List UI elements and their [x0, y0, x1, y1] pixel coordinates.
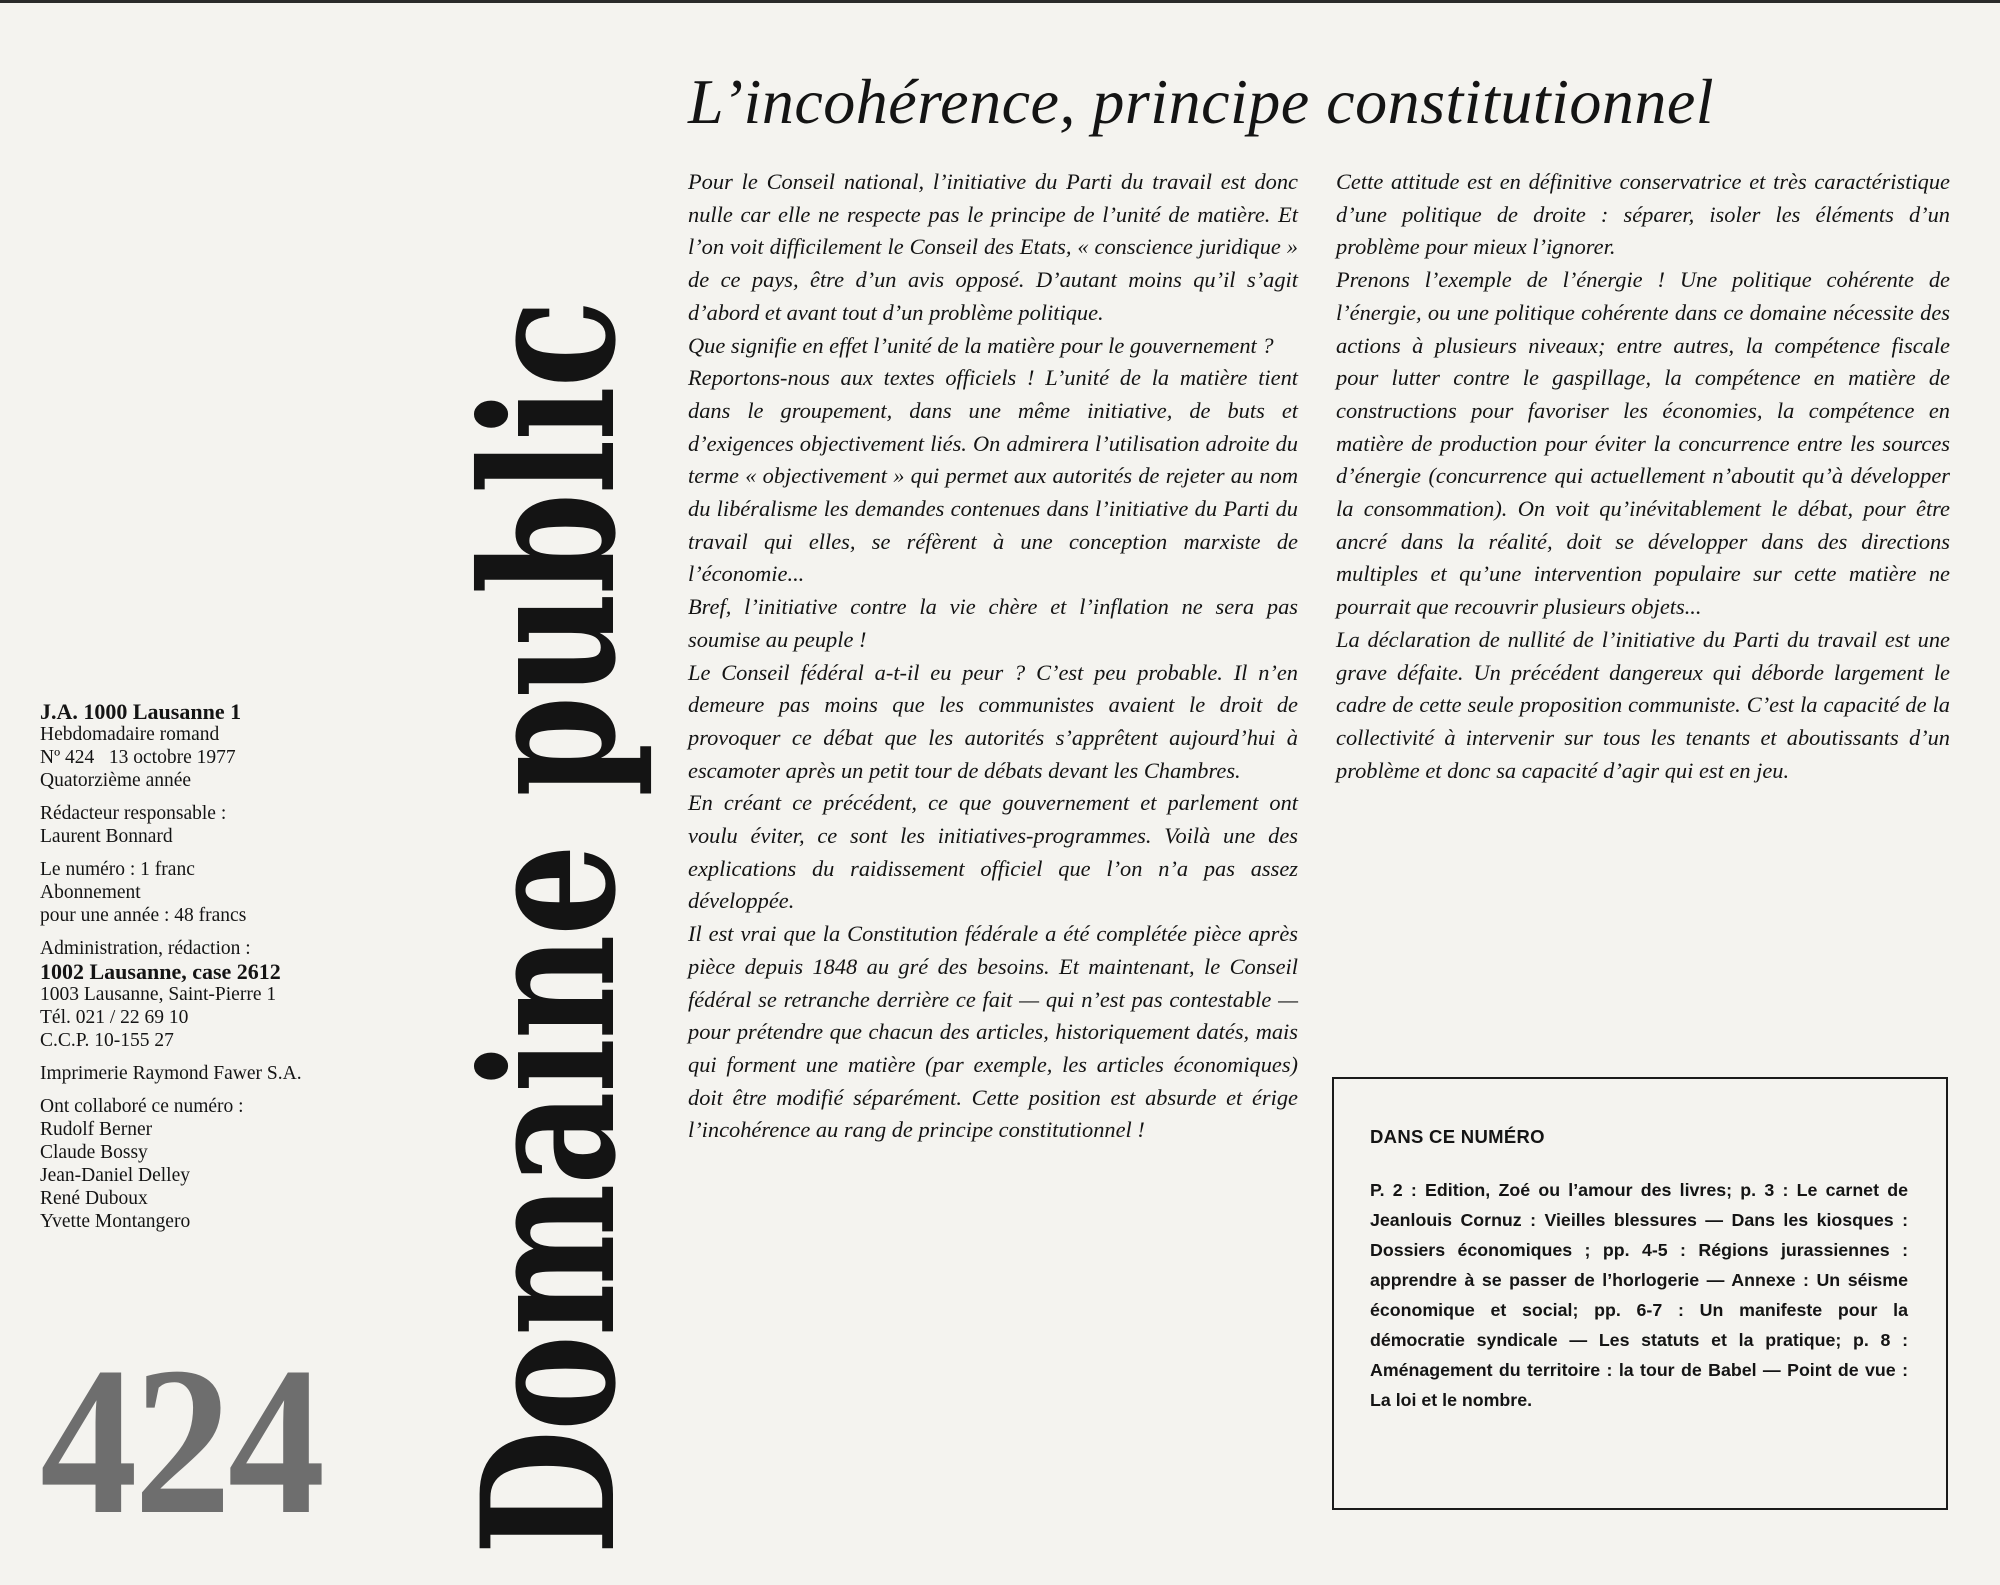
info-line: Abonnement — [40, 882, 141, 903]
issue-number: 424 — [40, 1323, 322, 1558]
phone-line: Tél. 021 / 22 69 10 — [40, 1007, 189, 1028]
info-line: pour une année : 48 francs — [40, 905, 247, 926]
paragraph: Reportons-nous aux textes officiels ! L’unité de la matière tient dans le groupement, dans une même initiative, de buts et d’exigences objectivement liés. On admirera l’utilisation adroite du terme « objectivement » qui permet aux autorités de rejeter au nom du libéralisme les demandes contenues dans l’initiative du Parti du travail qui elles, se réfèrent à une conception marxiste de l’économie... — [688, 365, 1298, 587]
paragraph: Le Conseil fédéral a-t-il eu peur ? C’est peu probable. Il n’en demeure pas moins que les communistes avaient le droit de provoquer ce débat que les autorités s’apprêtent aujourd’hui à escamoter après un petit tour de débats devant les Chambres. — [688, 659, 1298, 783]
info-line: Hebdomadaire romand — [40, 724, 220, 745]
postal-code-line: J.A. 1000 Lausanne 1 — [40, 699, 242, 724]
paragraph: En créant ce précédent, ce que gouvernement et parlement ont voulu éviter, ce sont les initiatives-programmes. Voilà une des explications du raidissement officiel que l’on n’a pas assez développée. — [688, 790, 1298, 914]
address-line: 1002 Lausanne, case 2612 — [40, 959, 281, 984]
info-line: Le numéro : 1 franc — [40, 859, 195, 880]
paragraph: Pour le Conseil national, l’initiative du Parti du travail est donc nulle car elle ne respecte pas le principe de l’unité de matière. Et l’on voit difficilement le Conseil des Etats, « conscience juridique » de ce pays, être d’un avis opposé. D’autant moins qu’il s’agit d’abord et avant tout d’un problème politique. — [688, 169, 1298, 325]
contributor: Claude Bossy — [40, 1142, 148, 1163]
article-column-1 — [688, 166, 1298, 1147]
masthead-text: Domaine public — [442, 301, 657, 1555]
account-line: C.C.P. 10-155 27 — [40, 1030, 174, 1051]
contents-box-body: P. 2 : Edition, Zoé ou l’amour des livres; p. 3 : Le carnet de Jeanlouis Cornuz : Vieilles blessures — Dans les kiosques : Dossiers économiques ; pp. 4-5 : Régions jurassiennes : apprendre à se passer de l’horlogerie — Annexe : Un séisme économique et social; pp. 6-7 : Un manifeste pour la démocratie syndicale — Les statuts et la pratique; p. 8 : Aménagement du territoire : la tour de Babel — Point de vue : La loi et le nombre. — [1370, 1180, 1908, 1410]
info-line: 1003 Lausanne, Saint-Pierre 1 — [40, 984, 277, 1005]
article-headline: L’incohérence, principe constitutionnel — [688, 66, 1715, 137]
contributor: Yvette Montangero — [40, 1211, 191, 1232]
editor-name: Laurent Bonnard — [40, 826, 173, 847]
top-rule — [0, 0, 2000, 3]
issue-date-line: Nº 424 13 octobre 1977 — [40, 747, 236, 768]
info-line: Rédacteur responsable : — [40, 803, 227, 824]
paragraph: Que signifie en effet l’unité de la matière pour le gouvernement ? — [688, 332, 1274, 358]
paragraph: Bref, l’initiative contre la vie chère et l’inflation ne sera pas soumise au peuple ! — [688, 594, 1298, 652]
paragraph: Prenons l’exemple de l’énergie ! Une politique cohérente de l’énergie, ou une politique cohérente dans ce domaine nécessite des actions à plusieurs niveaux; entre autres, la compétence fiscale pour lutter contre le gaspillage, la compétence en matière de constructions pour favoriser les économies, la compétence en matière de production pour éviter la concurrence entre les sources d’énergie (concurrence qui actuellement n’aboutit qu’à développer la consommation). On voit qu’inévitablement le débat, pour être ancré dans la réalité, doit se développer dans des directions multiples et qu’une intervention populaire sur cette matière ne pourrait que recouvrir plusieurs objets... — [1336, 267, 1950, 620]
article-column-2 — [1336, 166, 1950, 787]
paragraph: Cette attitude est en définitive conservatrice et très caractéristique d’une politique de droite : séparer, isoler les éléments d’un problème pour mieux l’ignorer. — [1336, 169, 1950, 260]
contents-box-title: DANS CE NUMÉRO — [1370, 1126, 1545, 1147]
printer-line: Imprimerie Raymond Fawer S.A. — [40, 1063, 302, 1084]
publication-info — [40, 700, 400, 1233]
info-line: Quatorzième année — [40, 770, 192, 791]
info-line: Administration, rédaction : — [40, 938, 251, 959]
masthead-title — [442, 155, 657, 1555]
contributor: Jean-Daniel Delley — [40, 1165, 190, 1186]
paragraph: Il est vrai que la Constitution fédérale a été complétée pièce après pièce depuis 1848 au gré des besoins. Et maintenant, le Conseil fédéral se retranche derrière ce fait — qui n’est pas contestable — pour prétendre que chacun des articles, historiquement datés, mais qui forment une matière (par exemple, les articles économiques) doit être modifié séparément. Cette position est absurde et érige l’incohérence au rang de principe constitutionnel ! — [688, 921, 1298, 1143]
contributor: René Duboux — [40, 1188, 148, 1209]
info-line: Ont collaboré ce numéro : — [40, 1096, 244, 1117]
contributor: Rudolf Berner — [40, 1119, 153, 1140]
contents-box — [1332, 1077, 1948, 1510]
paragraph: La déclaration de nullité de l’initiative du Parti du travail est une grave défaite. Un précédent dangereux qui déborde largement le cadre de cette seule proposition communiste. C’est la capacité de la collectivité à intervenir sur tous les tenants et aboutissants d’un problème et donc sa capacité d’agir qui est en jeu. — [1336, 626, 1950, 783]
